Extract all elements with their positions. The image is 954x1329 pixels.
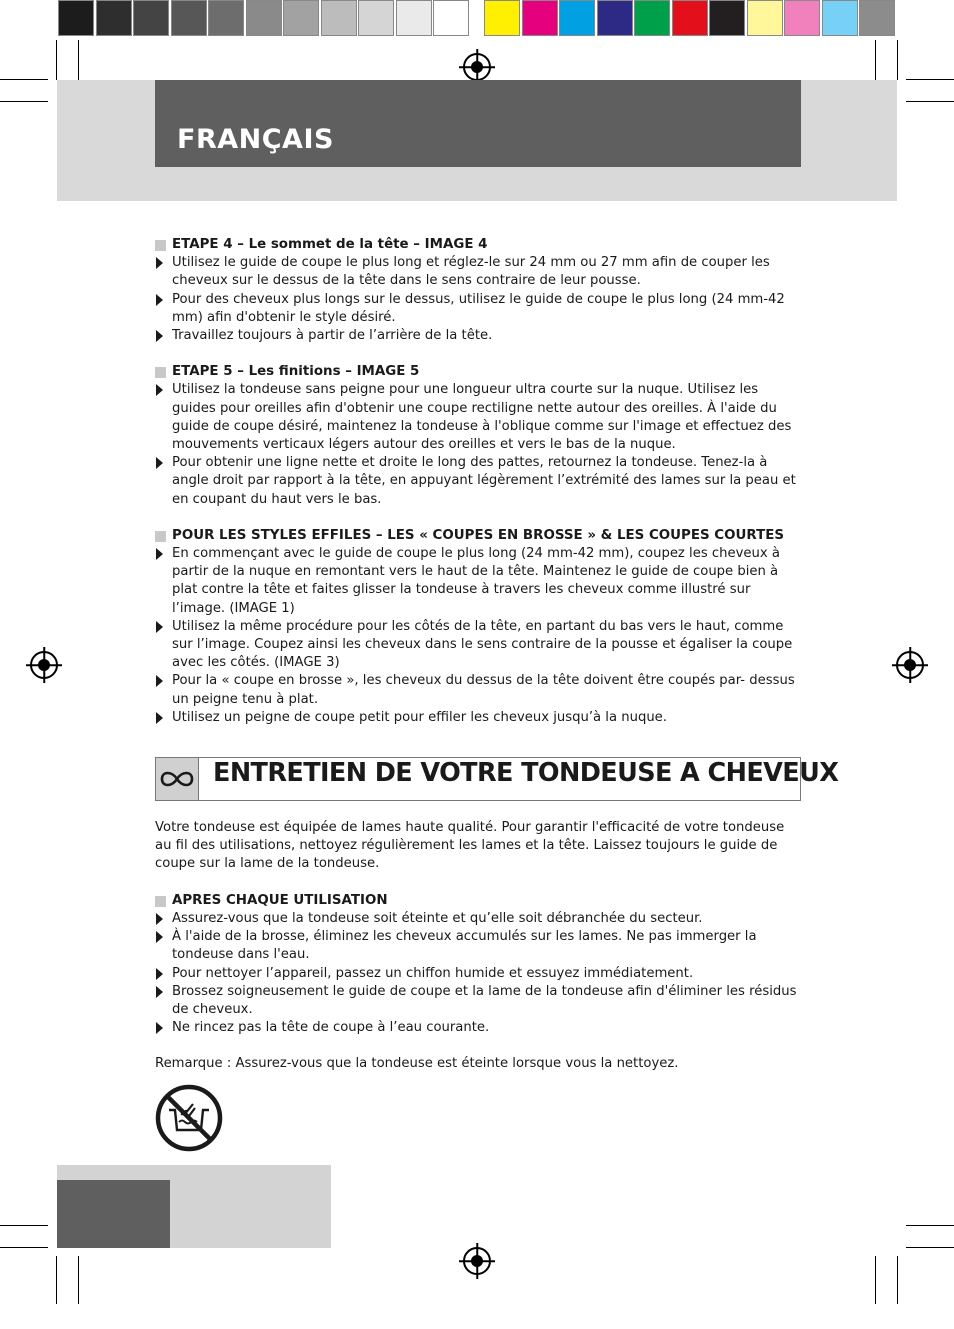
crop-mark xyxy=(897,40,898,80)
section-step-5 xyxy=(155,363,801,509)
color-swatch xyxy=(784,0,820,36)
page-title: FRANÇAIS xyxy=(177,124,334,155)
bullet-list xyxy=(155,910,801,1037)
list-item: Brossez soigneusement le guide de coupe et la lame de la tondeuse afin d'éliminer les résidus de cheveux. xyxy=(155,983,801,1019)
list-item: À l'aide de la brosse, éliminez les cheveux accumulés sur les lames. Ne pas immerger la tondeuse dans l'eau. xyxy=(155,928,801,964)
color-swatch xyxy=(672,0,708,36)
crop-mark xyxy=(78,1256,79,1304)
crop-mark xyxy=(906,1225,954,1226)
color-calibration-bar xyxy=(484,0,897,38)
maintenance-title: ENTRETIEN DE VOTRE TONDEUSE A CHEVEUX xyxy=(213,758,839,789)
crop-mark xyxy=(897,1256,898,1304)
main-content xyxy=(155,236,839,1158)
note-text: Remarque : Assurez-vous que la tondeuse est éteinte lorsque vous la nettoyez. xyxy=(155,1056,679,1072)
language-title-bar xyxy=(155,80,801,167)
bullet-list xyxy=(155,254,801,345)
color-swatch xyxy=(433,0,469,36)
section-heading: APRES CHAQUE UTILISATION xyxy=(155,892,801,910)
color-swatch xyxy=(321,0,357,36)
maintenance-intro: Votre tondeuse est équipée de lames haute qualité. Pour garantir l'efficacité de votre tondeuse au fil des utilisations, nettoyez régulièrement les lames et la tête. Laissez toujours le guide de coupe sur la lame de la tondeuse. xyxy=(155,820,785,872)
list-item: Pour la « coupe en brosse », les cheveux du dessus de la tête doivent être coupés par- dessus un peigne tenu à plat. xyxy=(155,672,801,708)
color-swatch xyxy=(396,0,432,36)
list-item: Utilisez la même procédure pour les côtés de la tête, en partant du bas vers le haut, comme sur l’image. Coupez ainsi les cheveux dans le sens contraire de la pousse et égaliser la coupe avec les côtés. (IMAGE 3) xyxy=(155,618,801,673)
color-swatch xyxy=(171,0,207,36)
section-heading: ETAPE 5 – Les finitions – IMAGE 5 xyxy=(155,363,801,381)
color-swatch xyxy=(358,0,394,36)
color-swatch xyxy=(747,0,783,36)
bullet-list xyxy=(155,545,801,727)
infinity-icon xyxy=(156,758,199,800)
crop-mark xyxy=(78,40,79,80)
registration-mark-icon xyxy=(896,651,924,679)
page-number-box xyxy=(57,1180,170,1248)
crop-mark xyxy=(0,1247,48,1248)
color-swatch xyxy=(522,0,558,36)
section-after-use xyxy=(155,892,801,1038)
section-step-4 xyxy=(155,236,801,345)
registration-mark-icon xyxy=(463,53,491,81)
list-item: Utilisez la tondeuse sans peigne pour une longueur ultra courte sur la nuque. Utilisez les guides pour oreilles afin d'obtenir une coupe rectiligne nette autour des oreilles. À l'aide du guide de coupe désiré, maintenez la tondeuse à l'oblique comme sur l'image et effectuez des mouvements verticaux légers autour des oreilles et vers le bas de la nuque. xyxy=(155,381,801,454)
registration-mark-icon xyxy=(463,1247,491,1275)
crop-mark xyxy=(906,101,954,102)
crop-mark xyxy=(875,40,876,80)
list-item: En commençant avec le guide de coupe le plus long (24 mm-42 mm), coupez les cheveux à partir de la nuque en remontant vers le haut de la tête. Maintenez le guide de coupe bien à plat contre la tête et faites glisser la tondeuse à travers les cheveux comme illustré sur l’image. (IMAGE 1) xyxy=(155,545,801,618)
color-swatch xyxy=(58,0,94,36)
color-swatch xyxy=(133,0,169,36)
color-swatch xyxy=(859,0,895,36)
list-item: Pour des cheveux plus longs sur le dessus, utilisez le guide de coupe le plus long (24 mm-42 mm) afin d'obtenir le style désiré. xyxy=(155,291,801,327)
list-item: Pour obtenir une ligne nette et droite le long des pattes, retournez la tondeuse. Tenez-la à angle droit par rapport à la tête, en appuyant légèrement l’extrémité des lames sur la peau et en coupant du haut vers le bas. xyxy=(155,454,801,509)
list-item: Travaillez toujours à partir de l’arrière de la tête. xyxy=(155,327,801,345)
color-swatch xyxy=(208,0,244,36)
list-item: Ne rincez pas la tête de coupe à l’eau courante. xyxy=(155,1019,801,1037)
maintenance-heading-box xyxy=(155,757,839,801)
color-swatch xyxy=(597,0,633,36)
section-heading: POUR LES STYLES EFFILES – LES « COUPES EN BROSSE » & LES COUPES COURTES xyxy=(155,527,801,545)
crop-mark xyxy=(875,1256,876,1304)
color-swatch xyxy=(246,0,282,36)
registration-mark-icon xyxy=(30,651,58,679)
crop-mark xyxy=(906,79,954,80)
crop-mark xyxy=(56,40,57,80)
list-item: Utilisez le guide de coupe le plus long et réglez-le sur 24 mm ou 27 mm afin de couper les cheveux sur le dessus de la tête dans le sens contraire de leur pousse. xyxy=(155,254,801,290)
color-swatch xyxy=(709,0,745,36)
color-swatch xyxy=(559,0,595,36)
color-swatch xyxy=(822,0,858,36)
list-item: Utilisez un peigne de coupe petit pour effiler les cheveux jusqu’à la nuque. xyxy=(155,709,801,727)
color-swatch xyxy=(634,0,670,36)
list-item: Pour nettoyer l’appareil, passez un chiffon humide et essuyez immédiatement. xyxy=(155,965,801,983)
color-swatch xyxy=(484,0,520,36)
crop-mark xyxy=(0,1225,48,1226)
color-swatch xyxy=(283,0,319,36)
section-tapered-styles xyxy=(155,527,801,727)
section-heading: ETAPE 4 – Le sommet de la tête – IMAGE 4 xyxy=(155,236,801,254)
list-item: Assurez-vous que la tondeuse soit éteinte et qu’elle soit débranchée du secteur. xyxy=(155,910,801,928)
crop-mark xyxy=(906,1247,954,1248)
no-water-immersion-icon xyxy=(155,1084,801,1158)
color-swatch xyxy=(96,0,132,36)
crop-mark xyxy=(0,79,48,80)
crop-mark xyxy=(0,101,48,102)
crop-mark xyxy=(56,1256,57,1304)
bullet-list xyxy=(155,381,801,508)
greyscale-calibration-bar xyxy=(58,0,471,38)
